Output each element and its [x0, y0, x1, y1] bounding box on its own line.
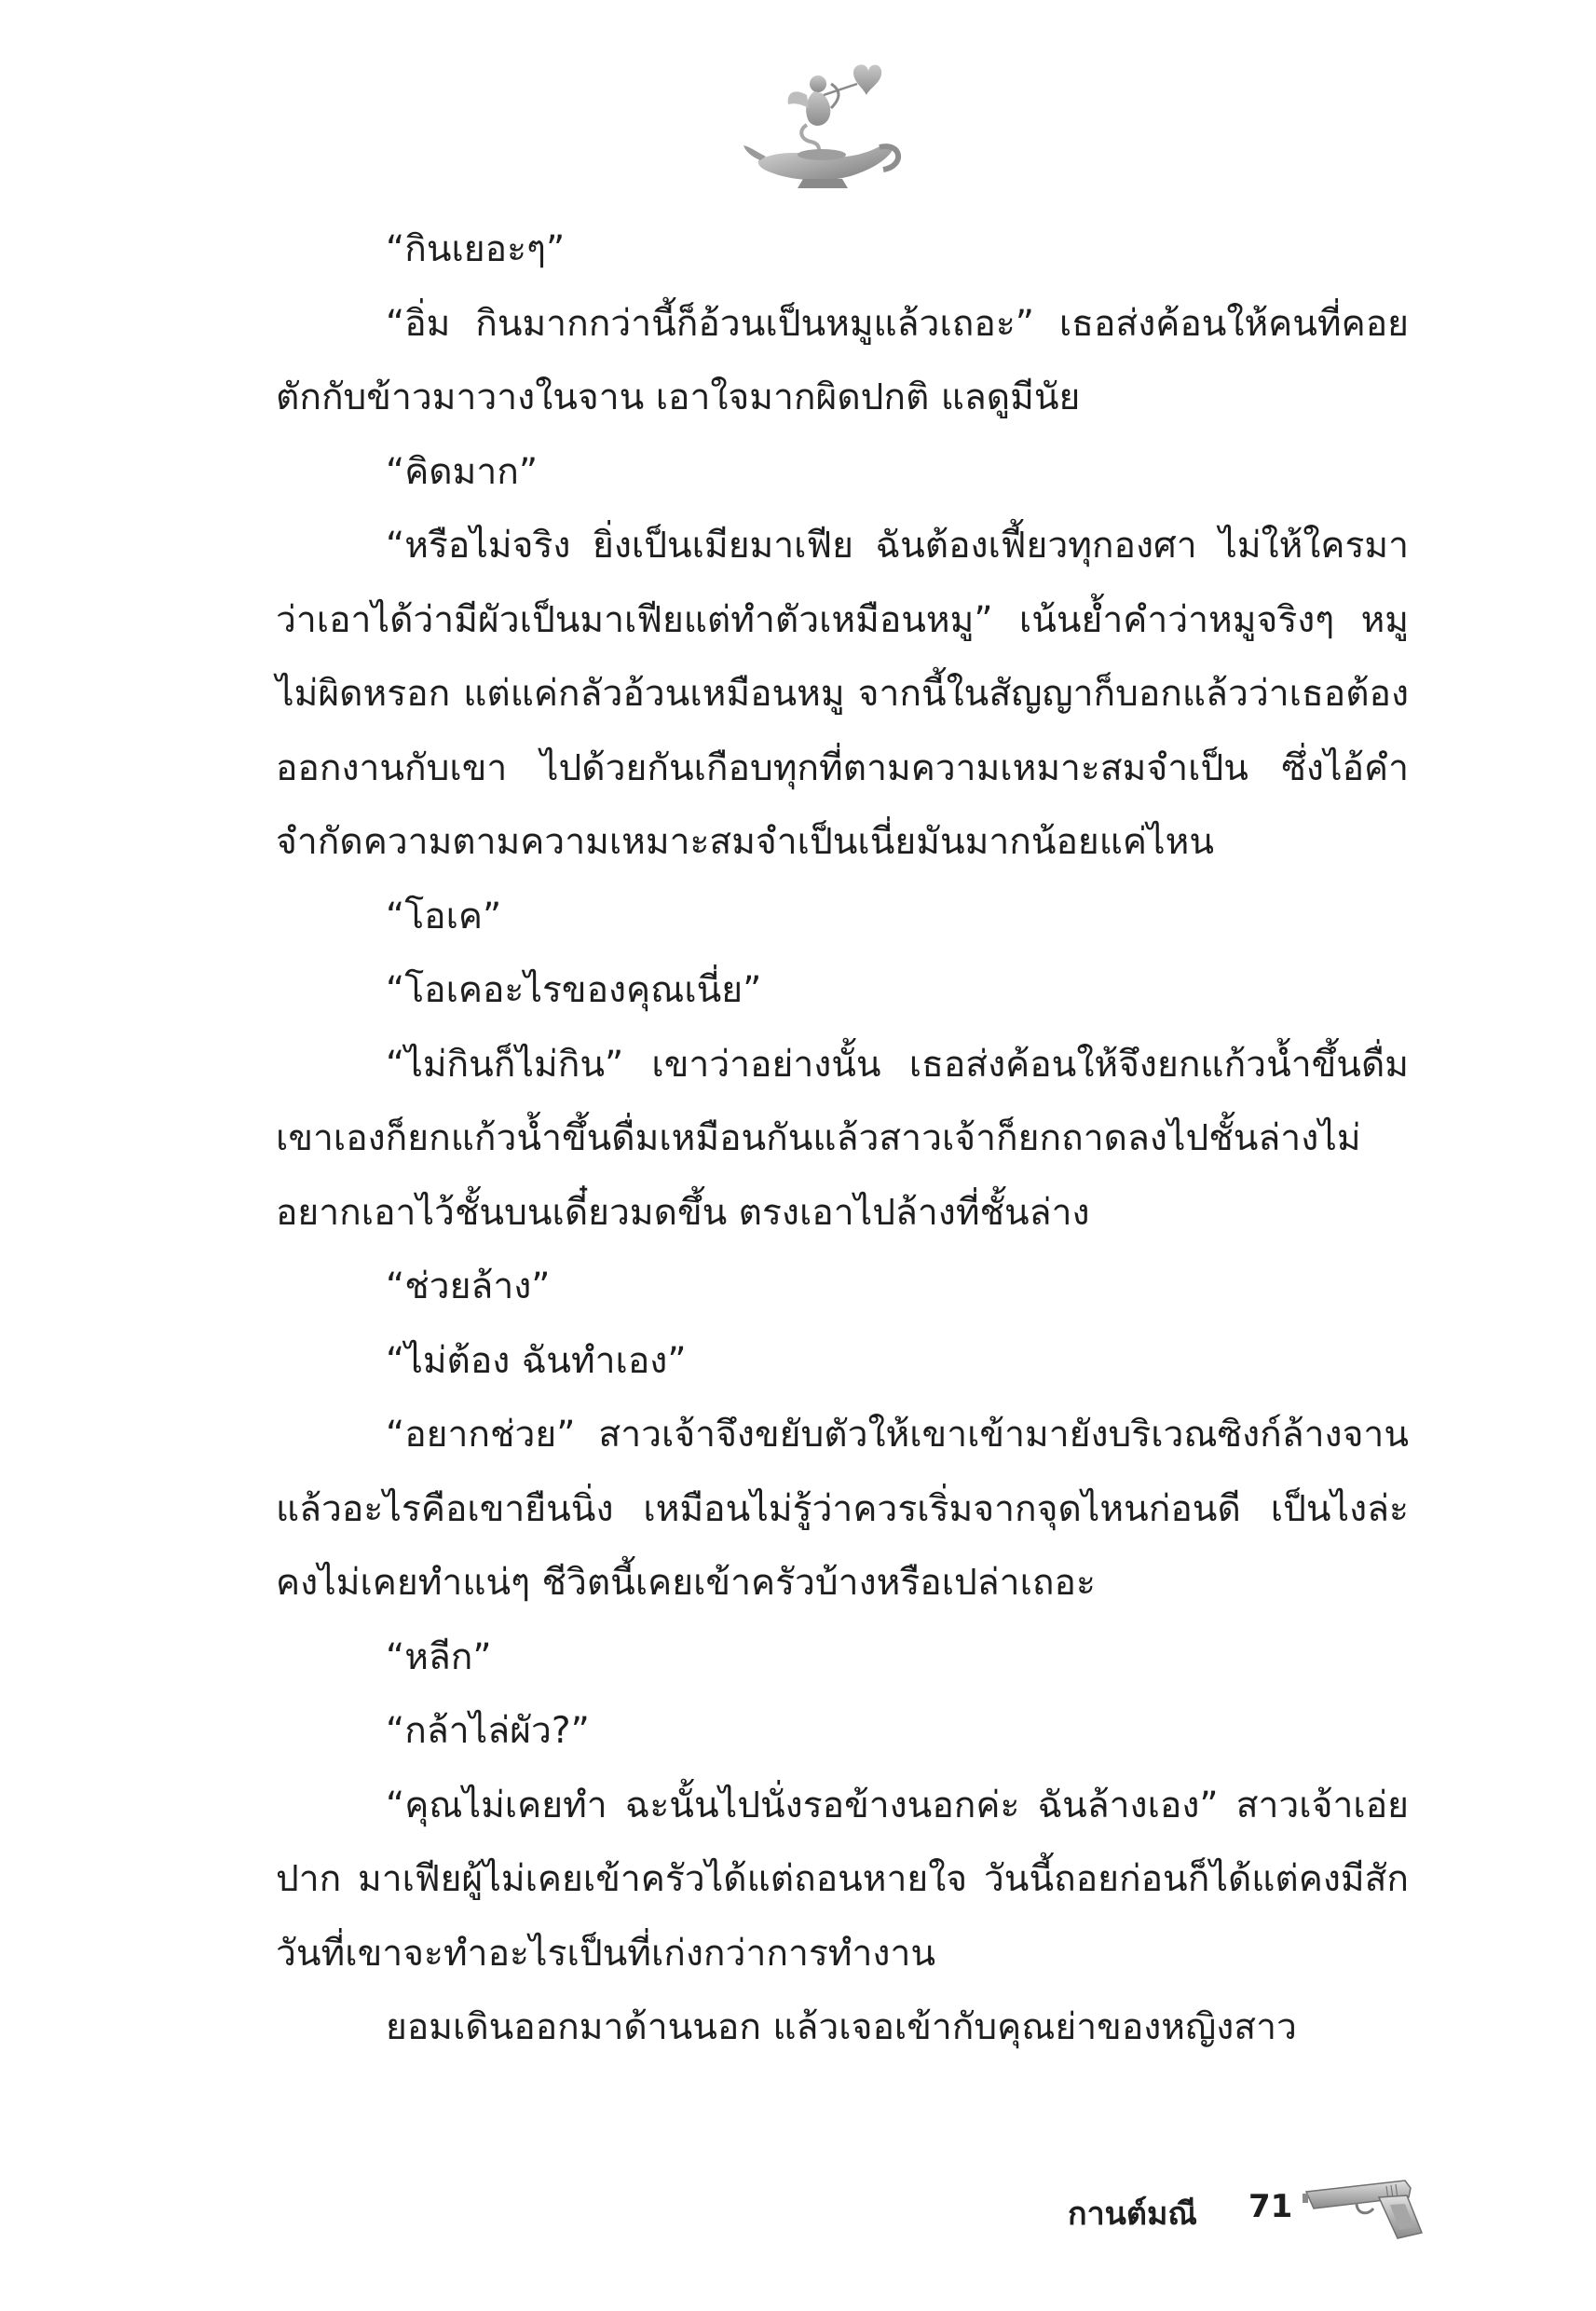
page-number: 71: [1248, 2188, 1293, 2225]
paragraph: “หรือไม่จริง ยิ่งเป็นเมียมาเฟีย ฉันต้องเฟี้ยวทุกองศา ไม่ให้ใครมาว่าเอาได้ว่ามีผัวเป็นมาเฟียแต่ทำตัวเหมือนหมู” เน้นย้ำคำว่าหมูจริงๆ หมูไม่ผิดหรอก แต่แค่กลัวอ้วนเหมือนหมู จากนี้ในสัญญาก็บอกแล้วว่าเธอต้องออกงานกับเขา ไปด้วยกันเกือบทุกที่ตามความเหมาะสมจำเป็น ซึ่งไอ้คำจำกัดความตามความเหมาะสมจำเป็นเนี่ยมันมากน้อยแค่ไหน: [276, 525, 1409, 863]
paragraph: ยอมเดินออกมาด้านนอก แล้วเจอเข้ากับคุณย่าของหญิงสาว: [386, 2006, 1297, 2048]
paragraph: “อยากช่วย” สาวเจ้าจึงขยับตัวให้เขาเข้ามายังบริเวณซิงก์ล้างจานแล้วอะไรคือเขายืนนิ่ง เหมือนไม่รู้ว่าควรเริ่มจากจุดไหนก่อนดี เป็นไงล่ะคงไม่เคยทำแน่ๆ ชีวิตนี้เคยเข้าครัวบ้างหรือเปล่าเถอะ: [276, 1414, 1409, 1604]
paragraph: “โอเคอะไรของคุณเนี่ย”: [386, 969, 762, 1011]
paragraph: “ช่วยล้าง”: [386, 1265, 551, 1307]
book-title: กานต์มณี: [1068, 2195, 1197, 2233]
pistol-icon: [1301, 2171, 1431, 2246]
body-text: [276, 212, 1409, 2065]
genie-lamp-cupid-icon: [742, 56, 909, 196]
paragraph: “กินเยอะๆ”: [386, 228, 566, 270]
paragraph: “คิดมาก”: [386, 450, 539, 493]
paragraph: “อิ่ม กินมากกว่านี้ก็อ้วนเป็นหมูแล้วเถอะ” เธอส่งค้อนให้คนที่คอยตักกับข้าวมาวางในจาน เอาใจมากผิดปกติ แลดูมีนัย: [276, 302, 1409, 418]
paragraph: “ไม่กินก็ไม่กิน” เขาว่าอย่างนั้น เธอส่งค้อนให้จึงยกแก้วน้ำขึ้นดื่มเขาเองก็ยกแก้วน้ำขึ้นดื่มเหมือนกันแล้วสาวเจ้าก็ยกถาดลงไปชั้นล่างไม่อยากเอาไว้ชั้นบนเดี๋ยวมดขึ้น ตรงเอาไปล้างที่ชั้นล่าง: [276, 1043, 1409, 1234]
paragraph: “โอเค”: [386, 895, 502, 937]
paragraph: “กล้าไล่ผัว?”: [386, 1710, 590, 1752]
paragraph: “คุณไม่เคยทำ ฉะนั้นไปนั่งรอข้างนอกค่ะ ฉันล้างเอง” สาวเจ้าเอ่ยปาก มาเฟียผู้ไม่เคยเข้าครัวได้แต่ถอนหายใจ วันนี้ถอยก่อนก็ได้แต่คงมีสักวันที่เขาจะทำอะไรเป็นที่เก่งกว่าการทำงาน: [276, 1784, 1409, 1975]
page-footer: [1062, 2171, 1435, 2255]
paragraph: “ไม่ต้อง ฉันทำเอง”: [386, 1339, 687, 1382]
paragraph: “หลีก”: [386, 1635, 492, 1678]
